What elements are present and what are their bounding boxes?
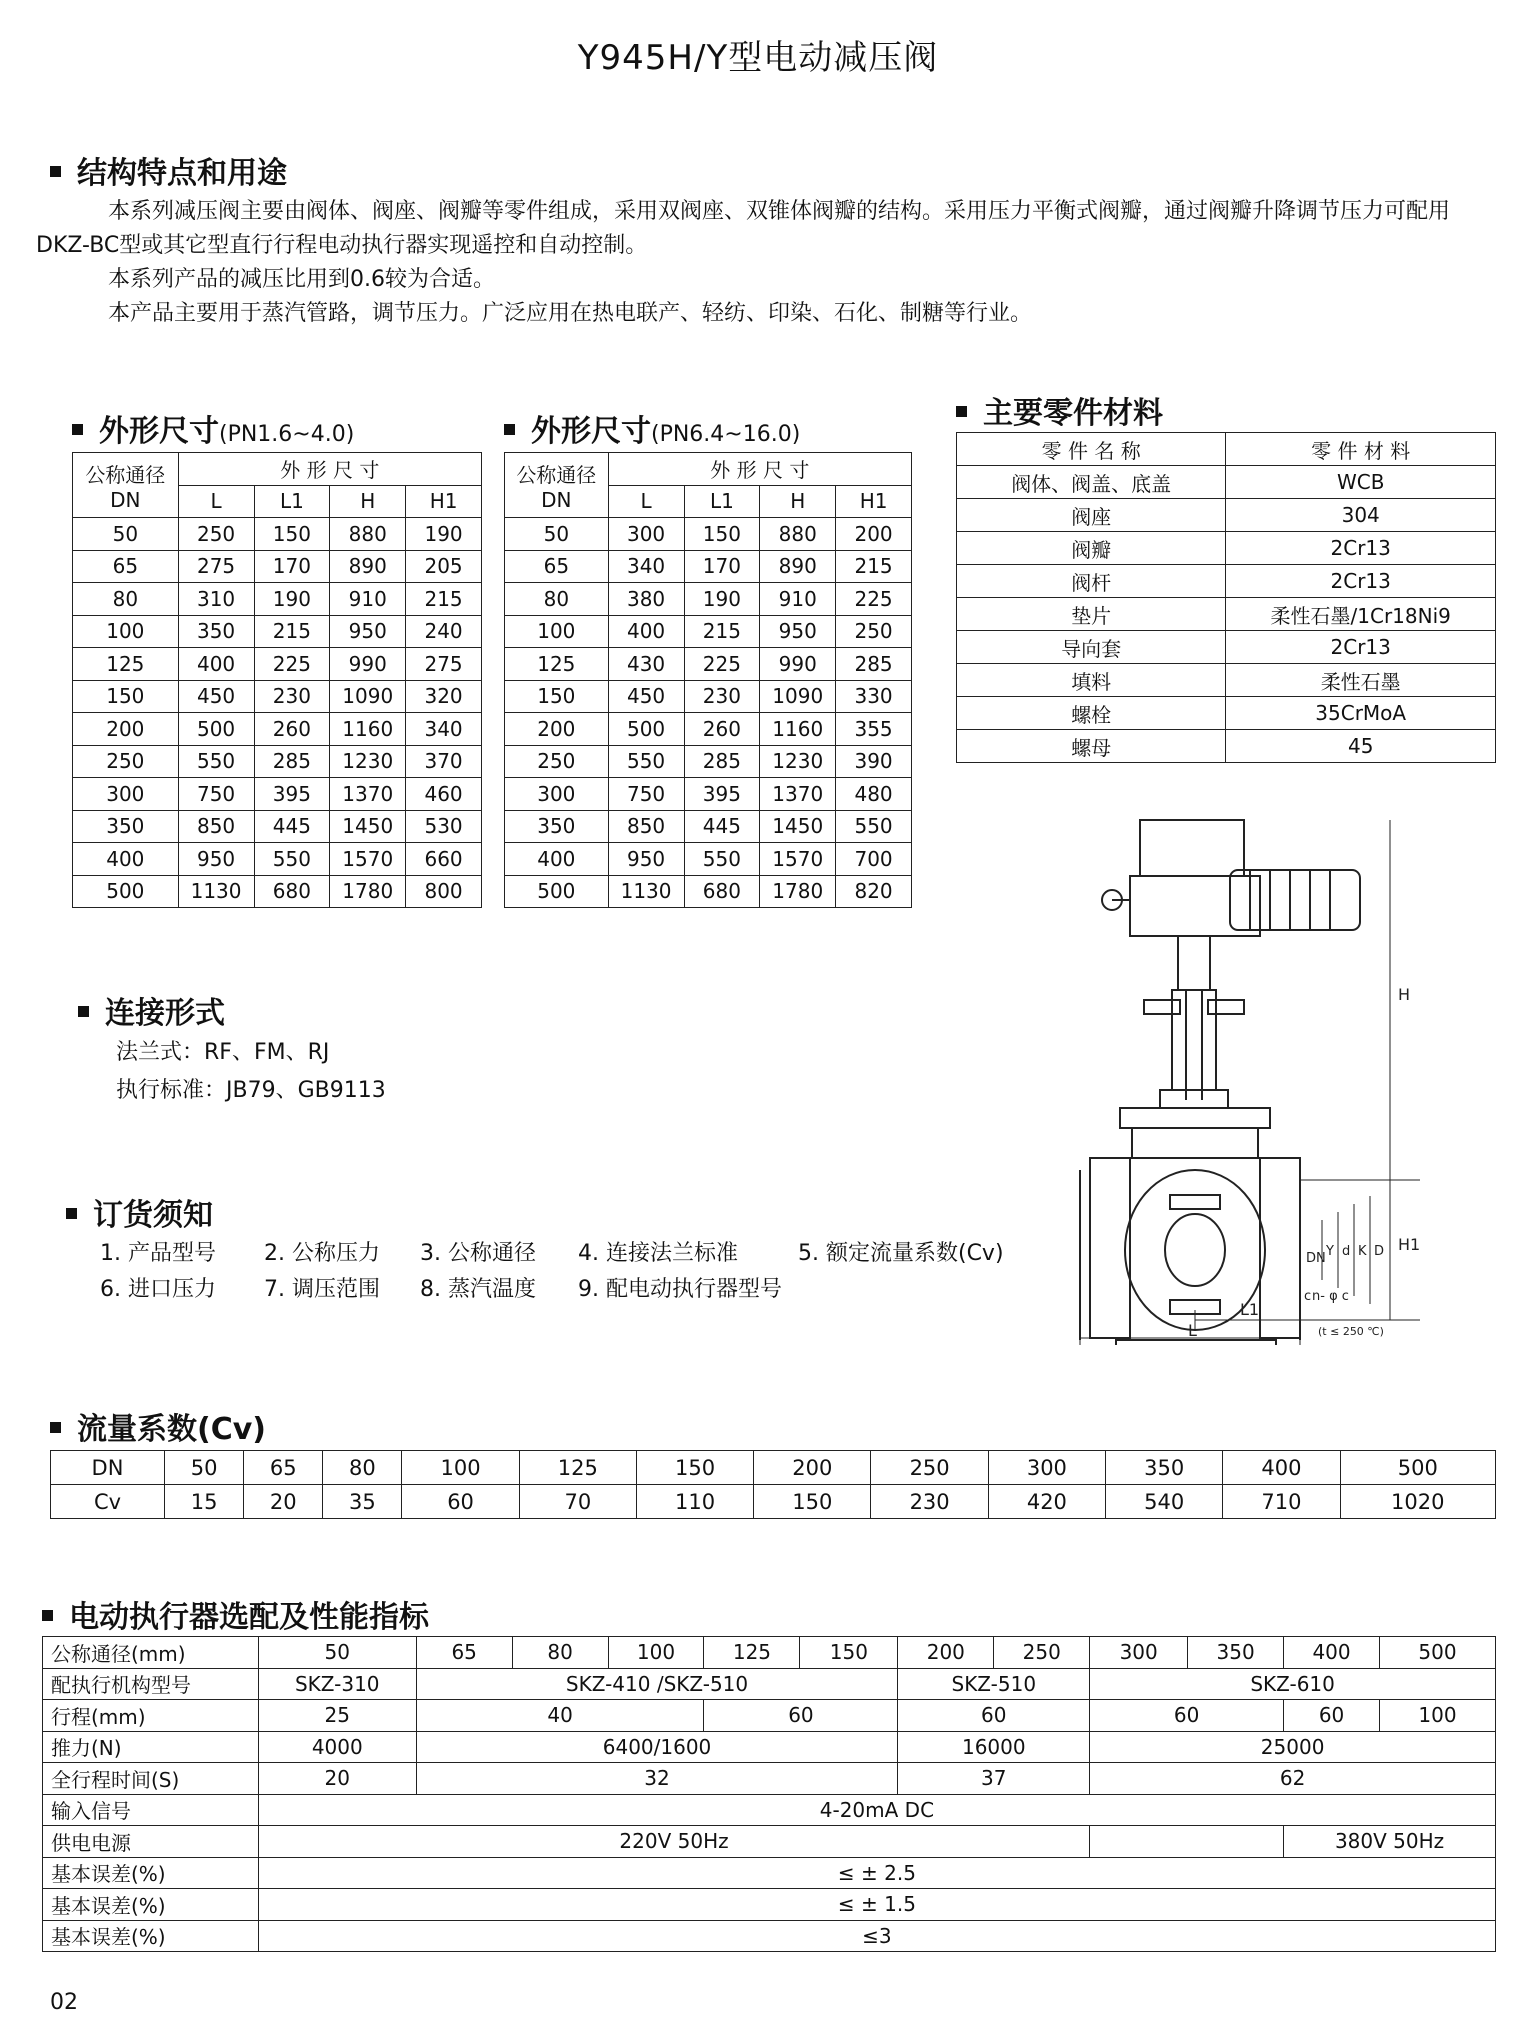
table-cell: 65	[73, 550, 179, 583]
section-heading-dim-1: 外形尺寸(PN1.6~4.0)	[72, 406, 354, 450]
table-cell: 550	[684, 843, 760, 876]
table-cell: 1570	[330, 843, 406, 876]
table-cell: 800	[406, 875, 482, 908]
flow-coefficient-table	[50, 1450, 1496, 1519]
table-cell: 1130	[608, 875, 684, 908]
table-cell: 150	[73, 680, 179, 713]
table-row	[73, 615, 482, 648]
table-cell: 445	[254, 810, 330, 843]
table-cell: 890	[760, 550, 836, 583]
table-cell: 150	[684, 518, 760, 551]
table-cell: 1090	[330, 680, 406, 713]
table-cell: 80	[73, 583, 179, 616]
table-row	[505, 843, 912, 876]
features-text	[36, 195, 1481, 331]
table-cell: 275	[406, 648, 482, 681]
table-cell: 680	[684, 875, 760, 908]
table-row	[73, 778, 482, 811]
section-heading-connection: 连接形式	[78, 988, 225, 1032]
dimension-table-pn6.4	[504, 452, 912, 908]
table-cell: 150	[254, 518, 330, 551]
table-cell: 1230	[330, 745, 406, 778]
dn-header: 公称通径 DN	[73, 453, 179, 518]
table-cell: 215	[406, 583, 482, 616]
table-cell: 890	[330, 550, 406, 583]
table-cell: 304	[1226, 499, 1496, 532]
table-cell: 395	[684, 778, 760, 811]
col-header-l1: L1	[684, 485, 760, 518]
table-cell: 260	[684, 713, 760, 746]
table-cell: 950	[330, 615, 406, 648]
table-cell: 80	[505, 583, 609, 616]
actuator-row-error-1: 基本误差(%) ≤ ± 2.5	[43, 1857, 1496, 1889]
table-cell: 355	[836, 713, 912, 746]
table-cell: 1450	[330, 810, 406, 843]
actuator-row-model: 配执行机构型号 SKZ-310 SKZ-410 /SKZ-510 SKZ-510 SKZ-610	[43, 1668, 1496, 1700]
connection-text	[116, 1034, 386, 1110]
table-row	[505, 713, 912, 746]
table-cell: 950	[178, 843, 254, 876]
features-paragraph-1: 本系列减压阀主要由阀体、阀座、阀瓣等零件组成，采用双阀座、双锥体阀瓣的结构。采用压力平衡式阀瓣，通过阀瓣升降调节压力可配用DKZ-BC型或其它型直行行程电动执行器实现遥控和自动控制。	[36, 199, 1451, 258]
actuator-row-error-3: 基本误差(%) ≤3	[43, 1920, 1496, 1952]
table-cell: 400	[73, 843, 179, 876]
table-cell: 660	[406, 843, 482, 876]
table-cell: 990	[330, 648, 406, 681]
table-cell: 2Cr13	[1226, 631, 1496, 664]
table-row	[505, 550, 912, 583]
table-cell: 200	[836, 518, 912, 551]
table-row	[505, 745, 912, 778]
table-cell: 垫片	[957, 598, 1226, 631]
bullet-icon	[42, 1610, 53, 1621]
actuator-top	[1140, 820, 1244, 876]
section-heading-order: 订货须知	[66, 1190, 213, 1234]
col-header-h: H	[330, 485, 406, 518]
table-cell: 380	[608, 583, 684, 616]
order-item: 9. 配电动执行器型号	[578, 1277, 782, 1302]
connection-line-1: 法兰式：RF、FM、RJ	[116, 1040, 330, 1065]
flow-cv-row: Cv 15 20 35 60 70 110 150 230 420 540 710 1020	[51, 1485, 1496, 1519]
table-cell: 285	[254, 745, 330, 778]
table-cell: 350	[73, 810, 179, 843]
table-cell: 150	[505, 680, 609, 713]
table-cell: 950	[608, 843, 684, 876]
table-cell: 1370	[330, 778, 406, 811]
actuator-body	[1130, 876, 1260, 936]
table-cell: 125	[73, 648, 179, 681]
table-cell: 填料	[957, 664, 1226, 697]
table-cell: 1130	[178, 875, 254, 908]
table-cell: 480	[836, 778, 912, 811]
table-cell: 250	[505, 745, 609, 778]
bullet-icon	[78, 1006, 89, 1017]
col-header-l: L	[608, 485, 684, 518]
table-row	[957, 664, 1496, 697]
features-paragraph-3: 本产品主要用于蒸汽管路，调节压力。广泛应用在热电联产、轻纺、印染、石化、制糖等行业。	[108, 301, 1033, 326]
table-cell: 285	[684, 745, 760, 778]
table-cell: 190	[406, 518, 482, 551]
drawing-note: (t ≤ 250 ℃)	[1318, 1325, 1384, 1338]
table-row	[73, 875, 482, 908]
table-cell: 880	[330, 518, 406, 551]
table-cell: 200	[505, 713, 609, 746]
table-row	[957, 631, 1496, 664]
section-heading-flow: 流量系数(Cv)	[50, 1404, 266, 1448]
table-cell: 550	[836, 810, 912, 843]
table-row	[505, 680, 912, 713]
table-cell: 215	[684, 615, 760, 648]
col-header-l1: L1	[254, 485, 330, 518]
table-cell: 300	[608, 518, 684, 551]
table-row	[73, 518, 482, 551]
table-cell: 950	[760, 615, 836, 648]
table-row	[957, 499, 1496, 532]
table-cell: 285	[836, 648, 912, 681]
valve-drawing	[1060, 800, 1510, 1345]
bullet-icon	[50, 1422, 61, 1433]
bullet-icon	[50, 166, 61, 177]
actuator-row-dn: 公称通径(mm) 50 65 80 100 125 150 200 250 300 350 400 500	[43, 1637, 1496, 1669]
section-heading-actuator: 电动执行器选配及性能指标	[42, 1592, 429, 1636]
table-cell: 190	[254, 583, 330, 616]
table-cell: 460	[406, 778, 482, 811]
table-row	[957, 565, 1496, 598]
table-cell: 230	[254, 680, 330, 713]
table-cell: 300	[505, 778, 609, 811]
table-row	[73, 713, 482, 746]
order-row-2	[100, 1272, 1004, 1308]
actuator-table	[42, 1636, 1496, 1952]
table-cell: 导向套	[957, 631, 1226, 664]
table-cell: 550	[608, 745, 684, 778]
page-number: 02	[50, 1990, 78, 2015]
table-cell: 850	[608, 810, 684, 843]
table-cell: WCB	[1226, 466, 1496, 499]
table-cell: 400	[505, 843, 609, 876]
table-row	[957, 466, 1496, 499]
table-cell: 430	[608, 648, 684, 681]
table-row	[73, 810, 482, 843]
label-c: c	[1304, 1289, 1312, 1304]
table-cell: 500	[608, 713, 684, 746]
table-cell: 200	[73, 713, 179, 746]
table-row	[73, 843, 482, 876]
table-cell: 450	[178, 680, 254, 713]
dn-header: 公称通径 DN	[505, 453, 609, 518]
table-cell: 螺母	[957, 730, 1226, 763]
label-l1: L1	[1240, 1300, 1260, 1319]
table-cell: 370	[406, 745, 482, 778]
col-header-h1: H1	[406, 485, 482, 518]
table-cell: 1230	[760, 745, 836, 778]
order-item: 7. 调压范围	[264, 1277, 380, 1302]
table-cell: 1780	[760, 875, 836, 908]
dimension-table-pn1.6	[72, 452, 482, 908]
table-cell: 230	[684, 680, 760, 713]
table-cell: 205	[406, 550, 482, 583]
order-item: 3. 公称通径	[420, 1241, 536, 1266]
page-title: Y945H/Y型电动减压阀	[577, 38, 939, 78]
table-cell: 330	[836, 680, 912, 713]
bullet-icon	[504, 424, 515, 435]
table-cell: 35CrMoA	[1226, 697, 1496, 730]
table-cell: 500	[73, 875, 179, 908]
table-cell: 395	[254, 778, 330, 811]
table-cell: 340	[406, 713, 482, 746]
table-row	[957, 697, 1496, 730]
table-cell: 225	[684, 648, 760, 681]
features-paragraph-2: 本系列产品的减压比用到0.6较为合适。	[108, 267, 495, 292]
table-cell: 2Cr13	[1226, 565, 1496, 598]
table-cell: 50	[505, 518, 609, 551]
table-cell: 1090	[760, 680, 836, 713]
table-cell: 700	[836, 843, 912, 876]
label-h: H	[1398, 985, 1411, 1004]
table-cell: 225	[836, 583, 912, 616]
table-cell: 1160	[760, 713, 836, 746]
label-y: Y	[1326, 1244, 1334, 1259]
table-cell: 1370	[760, 778, 836, 811]
table-cell: 240	[406, 615, 482, 648]
col-header-l: L	[178, 485, 254, 518]
table-cell: 250	[836, 615, 912, 648]
dimension-group-header: 外 形 尺 寸	[608, 453, 911, 486]
table-cell: 柔性石墨	[1226, 664, 1496, 697]
materials-header-part: 零 件 名 称	[957, 433, 1226, 466]
table-cell: 445	[684, 810, 760, 843]
order-item: 1. 产品型号	[100, 1241, 216, 1266]
table-row	[957, 730, 1496, 763]
table-cell: 柔性石墨/1Cr18Ni9	[1226, 598, 1496, 631]
col-header-h: H	[760, 485, 836, 518]
table-cell: 1160	[330, 713, 406, 746]
table-cell: 880	[760, 518, 836, 551]
table-cell: 275	[178, 550, 254, 583]
actuator-row-time: 全行程时间(S) 20 32 37 62	[43, 1763, 1496, 1795]
table-cell: 170	[684, 550, 760, 583]
table-cell: 215	[836, 550, 912, 583]
table-cell: 1570	[760, 843, 836, 876]
actuator-row-stroke: 行程(mm) 25 40 60 60 60 60 100	[43, 1700, 1496, 1732]
table-cell: 100	[73, 615, 179, 648]
table-cell: 螺栓	[957, 697, 1226, 730]
table-cell: 125	[505, 648, 609, 681]
label-l: L	[1188, 1321, 1197, 1340]
table-cell: 250	[178, 518, 254, 551]
table-cell: 850	[178, 810, 254, 843]
col-header-h1: H1	[836, 485, 912, 518]
table-cell: 450	[608, 680, 684, 713]
table-cell: 100	[505, 615, 609, 648]
section-heading-features: 结构特点和用途	[50, 148, 287, 192]
table-cell: 350	[505, 810, 609, 843]
actuator-row-signal: 输入信号 4-20mA DC	[43, 1794, 1496, 1826]
table-cell: 400	[608, 615, 684, 648]
table-row	[505, 648, 912, 681]
table-cell: 910	[330, 583, 406, 616]
dimension-group-header: 外 形 尺 寸	[178, 453, 481, 486]
label-d: d	[1342, 1244, 1351, 1259]
table-cell: 250	[73, 745, 179, 778]
label-d-outer: D	[1374, 1244, 1385, 1259]
table-cell: 50	[73, 518, 179, 551]
table-cell: 500	[178, 713, 254, 746]
order-row-1	[100, 1236, 1004, 1272]
actuator-row-thrust: 推力(N) 4000 6400/1600 16000 25000	[43, 1731, 1496, 1763]
flow-dn-row: DN 50 65 80 100 125 150 200 250 300 350 400 500	[51, 1451, 1496, 1485]
table-cell: 1450	[760, 810, 836, 843]
table-row	[505, 810, 912, 843]
table-cell: 680	[254, 875, 330, 908]
table-row	[505, 778, 912, 811]
order-item: 8. 蒸汽温度	[420, 1277, 536, 1302]
table-cell: 350	[178, 615, 254, 648]
table-cell: 990	[760, 648, 836, 681]
table-row	[957, 532, 1496, 565]
materials-table	[956, 432, 1496, 763]
label-k: K	[1358, 1244, 1367, 1259]
table-cell: 530	[406, 810, 482, 843]
bullet-icon	[956, 406, 967, 417]
label-bolts: n- φ c	[1312, 1289, 1349, 1304]
actuator-row-error-2: 基本误差(%) ≤ ± 1.5	[43, 1889, 1496, 1921]
table-cell: 820	[836, 875, 912, 908]
table-cell: 45	[1226, 730, 1496, 763]
table-row	[505, 518, 912, 551]
table-cell: 阀瓣	[957, 532, 1226, 565]
label-h1: H1	[1398, 1235, 1421, 1254]
table-cell: 65	[505, 550, 609, 583]
table-row	[73, 648, 482, 681]
table-cell: 390	[836, 745, 912, 778]
table-cell: 阀体、阀盖、底盖	[957, 466, 1226, 499]
table-row	[73, 680, 482, 713]
table-cell: 500	[505, 875, 609, 908]
bullet-icon	[72, 424, 83, 435]
table-cell: 170	[254, 550, 330, 583]
table-row	[73, 745, 482, 778]
table-cell: 190	[684, 583, 760, 616]
order-item: 2. 公称压力	[264, 1241, 380, 1266]
bullet-icon	[66, 1208, 77, 1219]
order-item: 4. 连接法兰标准	[578, 1241, 738, 1266]
table-cell: 2Cr13	[1226, 532, 1496, 565]
table-cell: 340	[608, 550, 684, 583]
table-cell: 320	[406, 680, 482, 713]
table-row	[505, 875, 912, 908]
table-row	[505, 615, 912, 648]
order-item: 5. 额定流量系数(Cv)	[798, 1241, 1004, 1266]
materials-header-material: 零 件 材 料	[1226, 433, 1496, 466]
table-cell: 750	[608, 778, 684, 811]
table-cell: 300	[73, 778, 179, 811]
order-item: 6. 进口压力	[100, 1277, 216, 1302]
table-cell: 215	[254, 615, 330, 648]
table-cell: 225	[254, 648, 330, 681]
section-heading-dim-2: 外形尺寸(PN6.4~16.0)	[504, 406, 800, 450]
table-cell: 1780	[330, 875, 406, 908]
table-cell: 750	[178, 778, 254, 811]
table-row	[957, 598, 1496, 631]
actuator-row-power: 供电电源 220V 50Hz 380V 50Hz	[43, 1826, 1496, 1858]
order-list	[100, 1236, 1004, 1308]
section-heading-materials: 主要零件材料	[956, 388, 1163, 432]
table-cell: 阀座	[957, 499, 1226, 532]
table-cell: 400	[178, 648, 254, 681]
label-dn: DN	[1306, 1251, 1326, 1266]
connection-line-2: 执行标准：JB79、GB9113	[116, 1078, 386, 1103]
table-cell: 910	[760, 583, 836, 616]
table-row	[505, 583, 912, 616]
table-cell: 550	[254, 843, 330, 876]
table-row	[73, 550, 482, 583]
table-cell: 550	[178, 745, 254, 778]
table-cell: 310	[178, 583, 254, 616]
table-cell: 阀杆	[957, 565, 1226, 598]
table-cell: 260	[254, 713, 330, 746]
table-row	[73, 583, 482, 616]
